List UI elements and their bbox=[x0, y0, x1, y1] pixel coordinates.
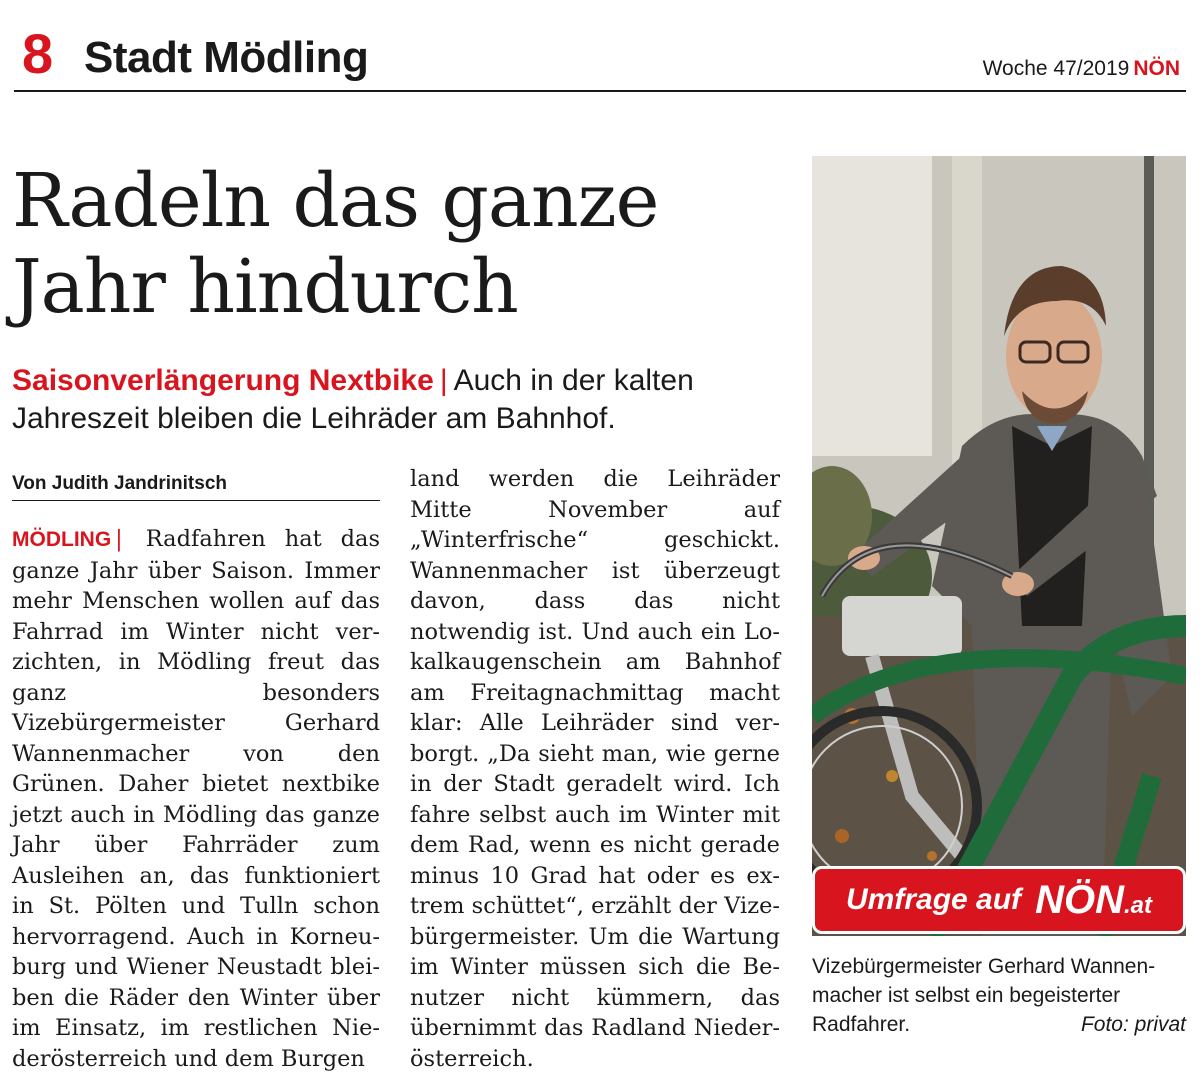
kicker-text: Auch in der kalten Jahreszeit bleiben die Leihräder am Bahnhof. bbox=[12, 364, 694, 435]
non-logo-text: NÖN bbox=[1035, 877, 1124, 922]
kicker-separator: | bbox=[439, 364, 448, 397]
caption-text: Vizebürgermeister Gerhard Wannenmacher ist selbst ein begeisterter Radfahrer. bbox=[812, 955, 1156, 1036]
headline-line-2: Jahr hindurch bbox=[12, 244, 518, 330]
byline: Von Judith Jandrinitsch bbox=[12, 472, 380, 501]
poll-banner-text: Umfrage auf bbox=[846, 883, 1022, 916]
issue-week: Woche 47/2019 bbox=[982, 57, 1130, 80]
brand-logo: NÖN bbox=[1133, 57, 1180, 80]
article-headline bbox=[12, 158, 792, 330]
non-logo-suffix: .at bbox=[1123, 891, 1152, 919]
page-number: 8 bbox=[22, 22, 54, 85]
photo-illustration bbox=[812, 156, 1186, 936]
dateline-separator: | bbox=[115, 526, 123, 552]
column-2-text: land werden die Leihräder Mitte November auf „Winterfrische“ geschickt. Wannenmacher ist überzeugt davon, dass das nicht notwendig ist. Und auch ein Lokalkaugenschein am Bahnhof am Freitagnachmittag macht klar: Alle Leihräder sind verborgt. „Da sieht man, wie gerne in der Stadt geradelt wird. Ich fahre selbst auch im Winter mit dem Rad, wenn es nicht gerade minus 10 Grad hat oder es extrem schüttet“, erzählt der Vizebürgermeister. Um die Wartung im Winter müssen sich die Benutzer nicht kümmern, das übernimmt das Radland Niederösterreich. bbox=[410, 466, 780, 1072]
headline-line-1: Radeln das ganze bbox=[12, 158, 659, 244]
article-photo bbox=[812, 156, 1186, 936]
issue-label bbox=[983, 56, 1180, 82]
non-logo bbox=[1035, 878, 1152, 923]
poll-banner[interactable] bbox=[812, 866, 1186, 934]
page-header bbox=[14, 18, 1186, 92]
kicker-topic: Saisonverlängerung Nextbike bbox=[12, 364, 434, 397]
column-1-text: Radfahren hat das ganze Jahr über Saison. Immer mehr Menschen wollen auf das Fahrrad im Winter nicht verzichten, in Mödling freut das ganz besonders Vizebürgermeister Gerhard Wannenmacher von den Grünen. Daher bietet nextbike jetzt auch in Mödling das ganze Jahr über Fahrräder zum Ausleihen an, das funktioniert in St. Pölten und Tulln schon hervorragend. Auch in Korneuburg und Wiener Neustadt bleiben die Räder den Winter über im Einsatz, im restlichen Niederösterreich und dem Burgen bbox=[12, 526, 381, 1072]
article-kicker bbox=[12, 362, 792, 438]
photo-caption bbox=[812, 952, 1186, 1039]
article-column-1 bbox=[12, 524, 380, 1074]
dateline-place: MÖDLING bbox=[12, 528, 112, 551]
section-title: Stadt Mödling bbox=[84, 33, 369, 82]
photo-credit: Foto: privat bbox=[1080, 1013, 1186, 1036]
article-column-2 bbox=[410, 464, 780, 1074]
